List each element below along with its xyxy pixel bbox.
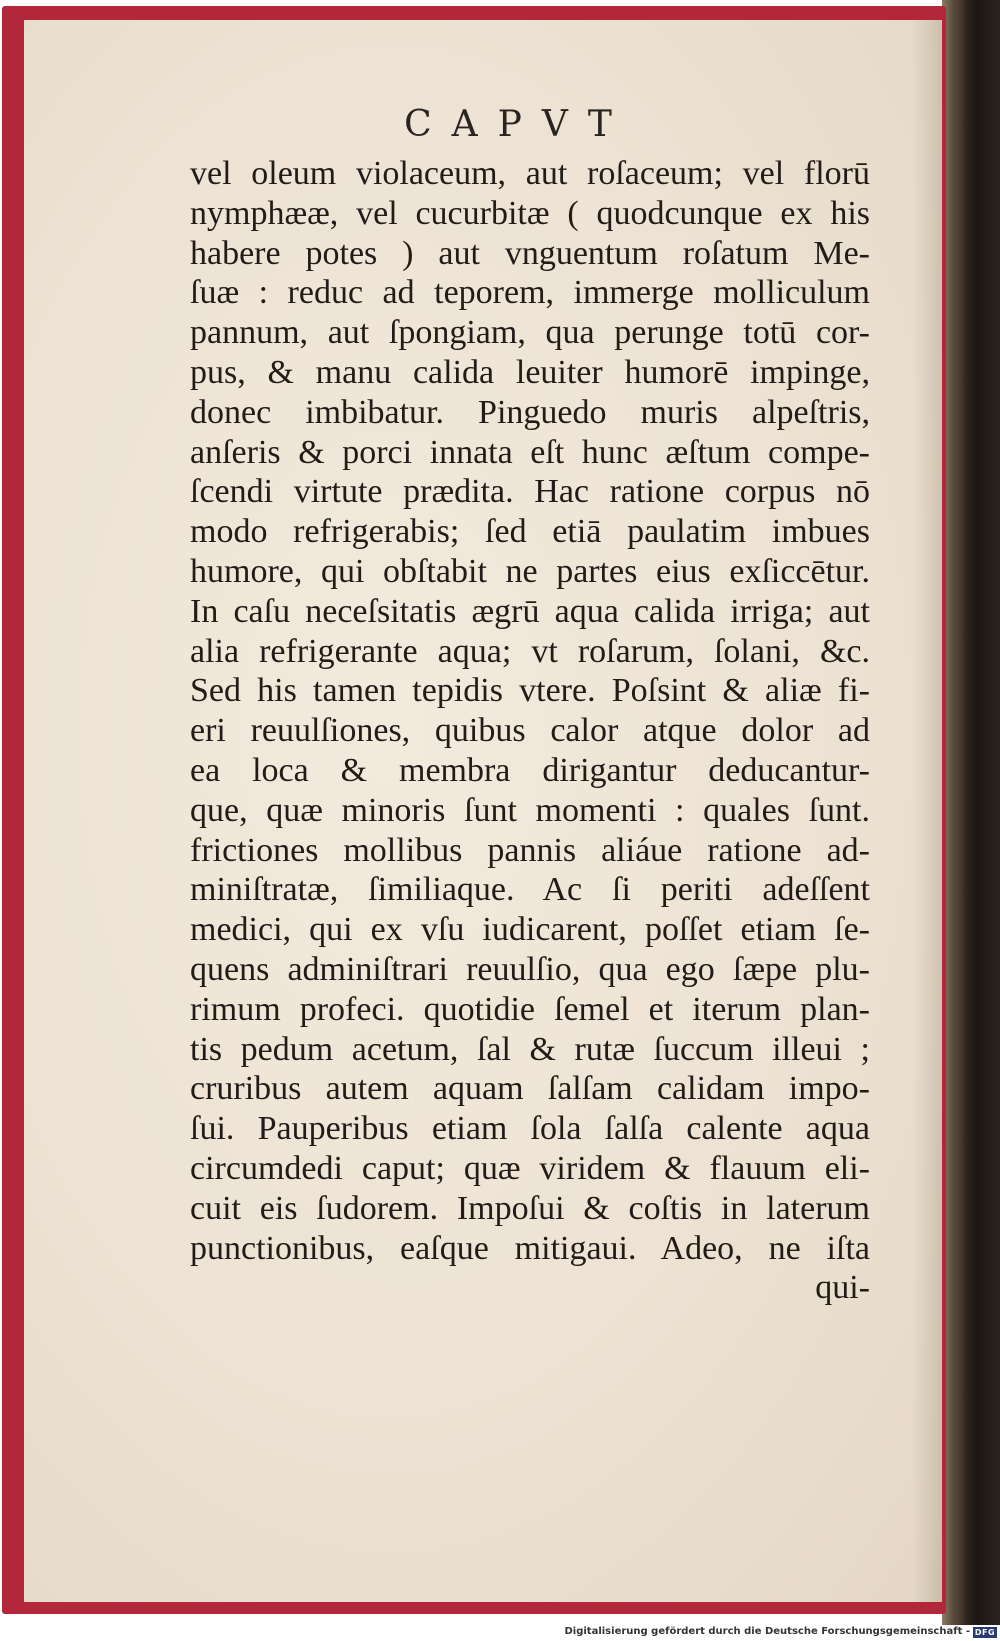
- text-line: frictiones mollibus pannis aliáue ratione ad-: [190, 831, 870, 869]
- text-line: cruribus autem aquam ſalſam calidam impo-: [190, 1070, 870, 1108]
- text-line: nymphææ, vel cucurbitæ ( quodcunque ex his: [190, 194, 870, 232]
- text-line: vel oleum violaceum, aut roſaceum; vel florū: [190, 155, 870, 192]
- text-line: In caſu neceſsitatis ægrū aqua calida irriga; aut: [190, 592, 870, 630]
- text-line: pus, & manu calida leuiter humorē impinge,: [190, 353, 870, 391]
- dfg-logo-icon: DFG: [974, 1628, 996, 1637]
- text-line: cuit eis ſudorem. Impoſui & coſtis in laterum: [190, 1189, 870, 1227]
- text-line: medici, qui ex vſu iudicarent, poſſet etiam ſe-: [190, 911, 870, 949]
- gutter-shadow: [912, 20, 942, 1602]
- footer-bar: [0, 1625, 1000, 1641]
- text-line: ſui. Pauperibus etiam ſola ſalſa calente aqua: [190, 1110, 870, 1148]
- text-line: punctionibus, eaſque mitigaui. Adeo, ne iſta: [190, 1229, 870, 1267]
- text-line: humore, qui obſtabit ne partes eius exſiccētur.: [190, 552, 870, 590]
- text-line: ſuæ : reduc ad teporem, immerge molliculum: [190, 274, 870, 312]
- text-line: modo refrigerabis; ſed etiā paulatim imbues: [190, 513, 870, 551]
- text-line: ea loca & membra dirigantur deducantur-: [190, 751, 870, 789]
- text-line: quens adminiſtrari reuulſio, qua ego ſæpe plu-: [190, 950, 870, 988]
- funding-credit: Digitalisierung gefördert durch die Deutsche Forschungsgemeinschaft -: [564, 1626, 970, 1637]
- text-line: que, quæ minoris ſunt momenti : quales ſunt.: [190, 791, 870, 829]
- text-line: circumdedi caput; quæ viridem & flauum eli-: [190, 1149, 870, 1187]
- text-line: habere potes ) aut vnguentum roſatum Me-: [190, 234, 870, 272]
- text-line: donec imbibatur. Pinguedo muris alpeſtris,: [190, 393, 870, 431]
- catchword: qui-: [815, 1269, 870, 1307]
- text-line: tis pedum acetum, ſal & rutæ ſuccum illeui ;: [190, 1030, 870, 1068]
- text-line: anſeris & porci innata eſt hunc æſtum compe-: [190, 433, 870, 471]
- text-line: alia refrigerante aqua; vt roſarum, ſolani, &c.: [190, 632, 870, 670]
- text-line: eri reuulſiones, quibus calor atque dolor ad: [190, 712, 870, 750]
- text-line: ſcendi virtute prædita. Hac ratione corpus nō: [190, 473, 870, 511]
- running-head: CAPVT: [404, 104, 632, 145]
- text-line: Sed his tamen tepidis vtere. Poſsint & aliæ fi-: [190, 672, 870, 710]
- text-line: rimum profeci. quotidie ſemel et iterum plan-: [190, 990, 870, 1028]
- text-line: miniſtratæ, ſimiliaque. Ac ſi periti adeſſent: [190, 871, 870, 909]
- body-text: [190, 154, 870, 1308]
- scanner-backdrop: [960, 0, 1000, 1625]
- text-line: pannum, aut ſpongiam, qua perunge totū cor-: [190, 314, 870, 352]
